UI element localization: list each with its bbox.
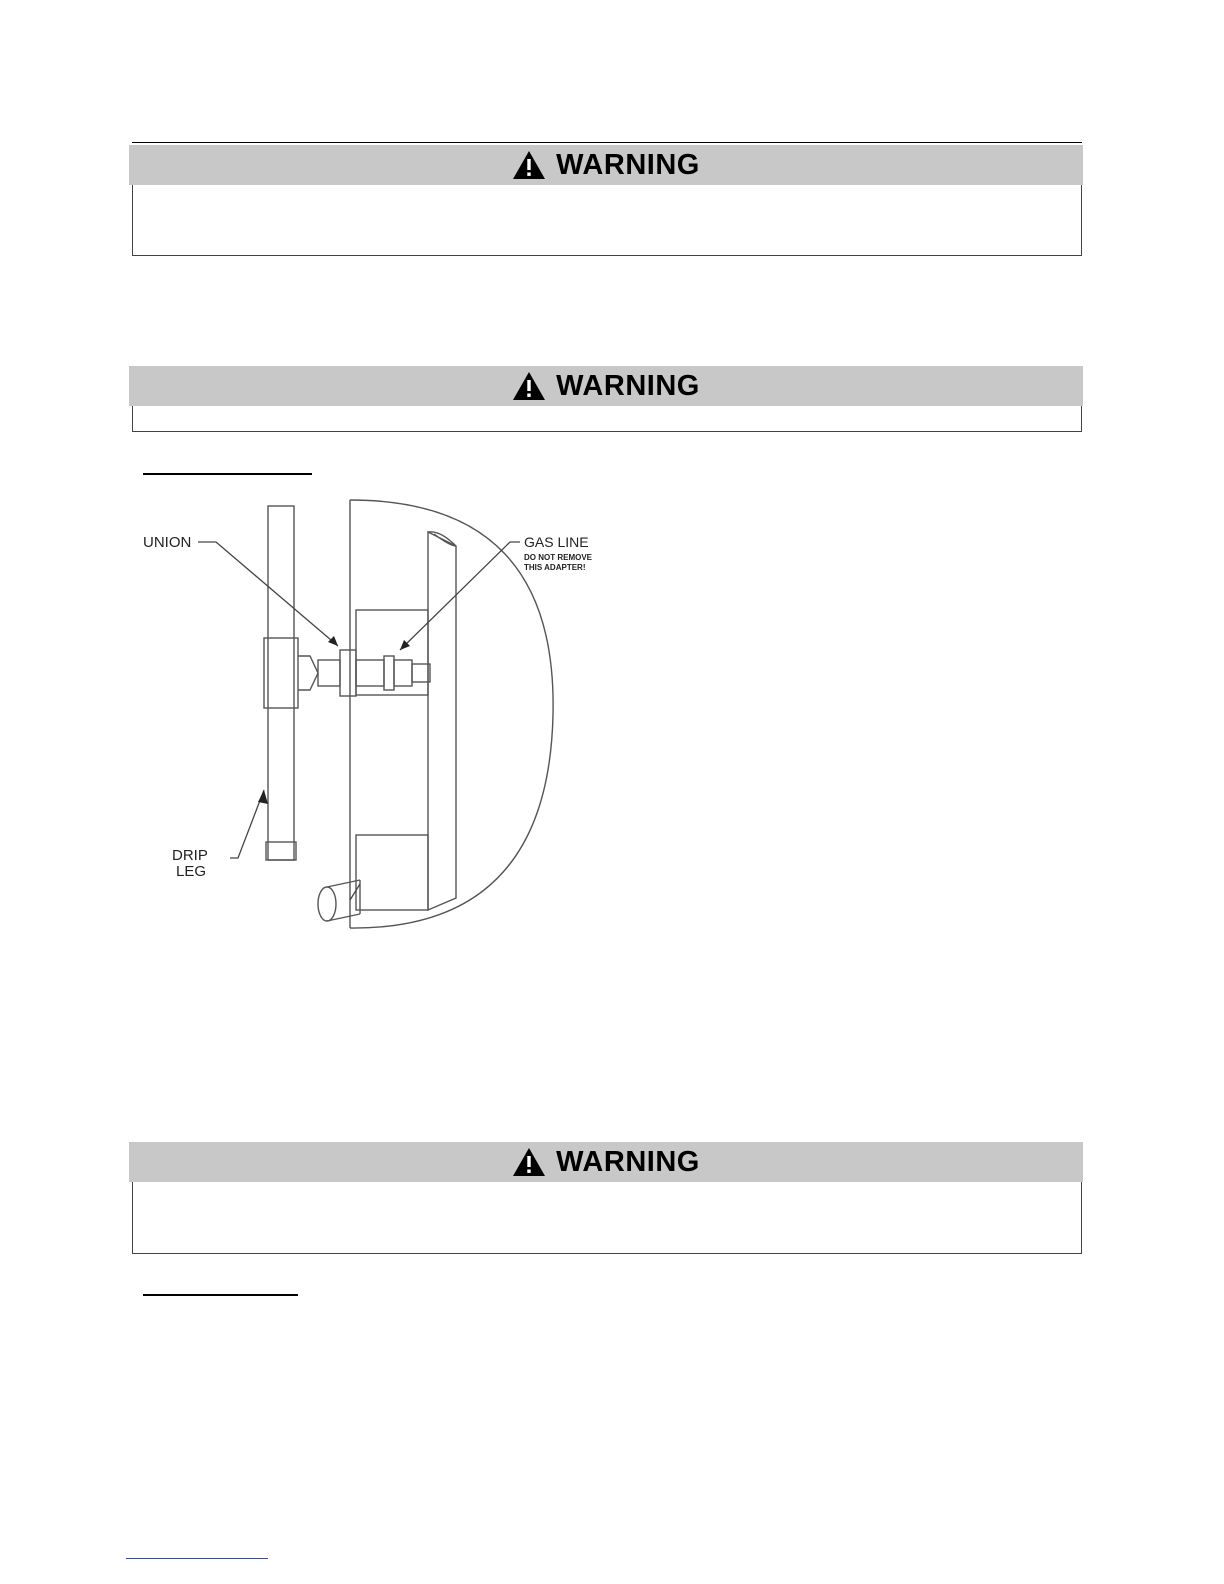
warning-label-2: WARNING [556,369,700,402]
footer-link-underline[interactable] [126,1558,268,1559]
union-label: UNION [143,534,192,551]
warning-header-2 [129,366,1083,406]
section-heading-underline-1 [143,473,312,475]
gas-line-note-1: DO NOT REMOVE [524,553,593,562]
warning-label-1: WARNING [556,148,700,181]
warning-header-1 [129,145,1083,185]
drip-leg-label-2: LEG [176,863,207,880]
warning-triangle-icon [512,371,546,401]
gas-connection-drawing [138,490,618,940]
warning-triangle-icon [512,150,546,180]
gas-line-note-2: THIS ADAPTER! [524,563,586,572]
drip-leg-label-1: DRIP [172,847,208,864]
top-rule [132,142,1082,143]
gas-connection-figure [138,490,618,940]
warning-header-3 [129,1142,1083,1182]
gas-line-label: GAS LINE [524,534,589,550]
section-heading-underline-2 [143,1294,298,1296]
warning-label-3: WARNING [556,1145,700,1178]
warning-triangle-icon [512,1147,546,1177]
